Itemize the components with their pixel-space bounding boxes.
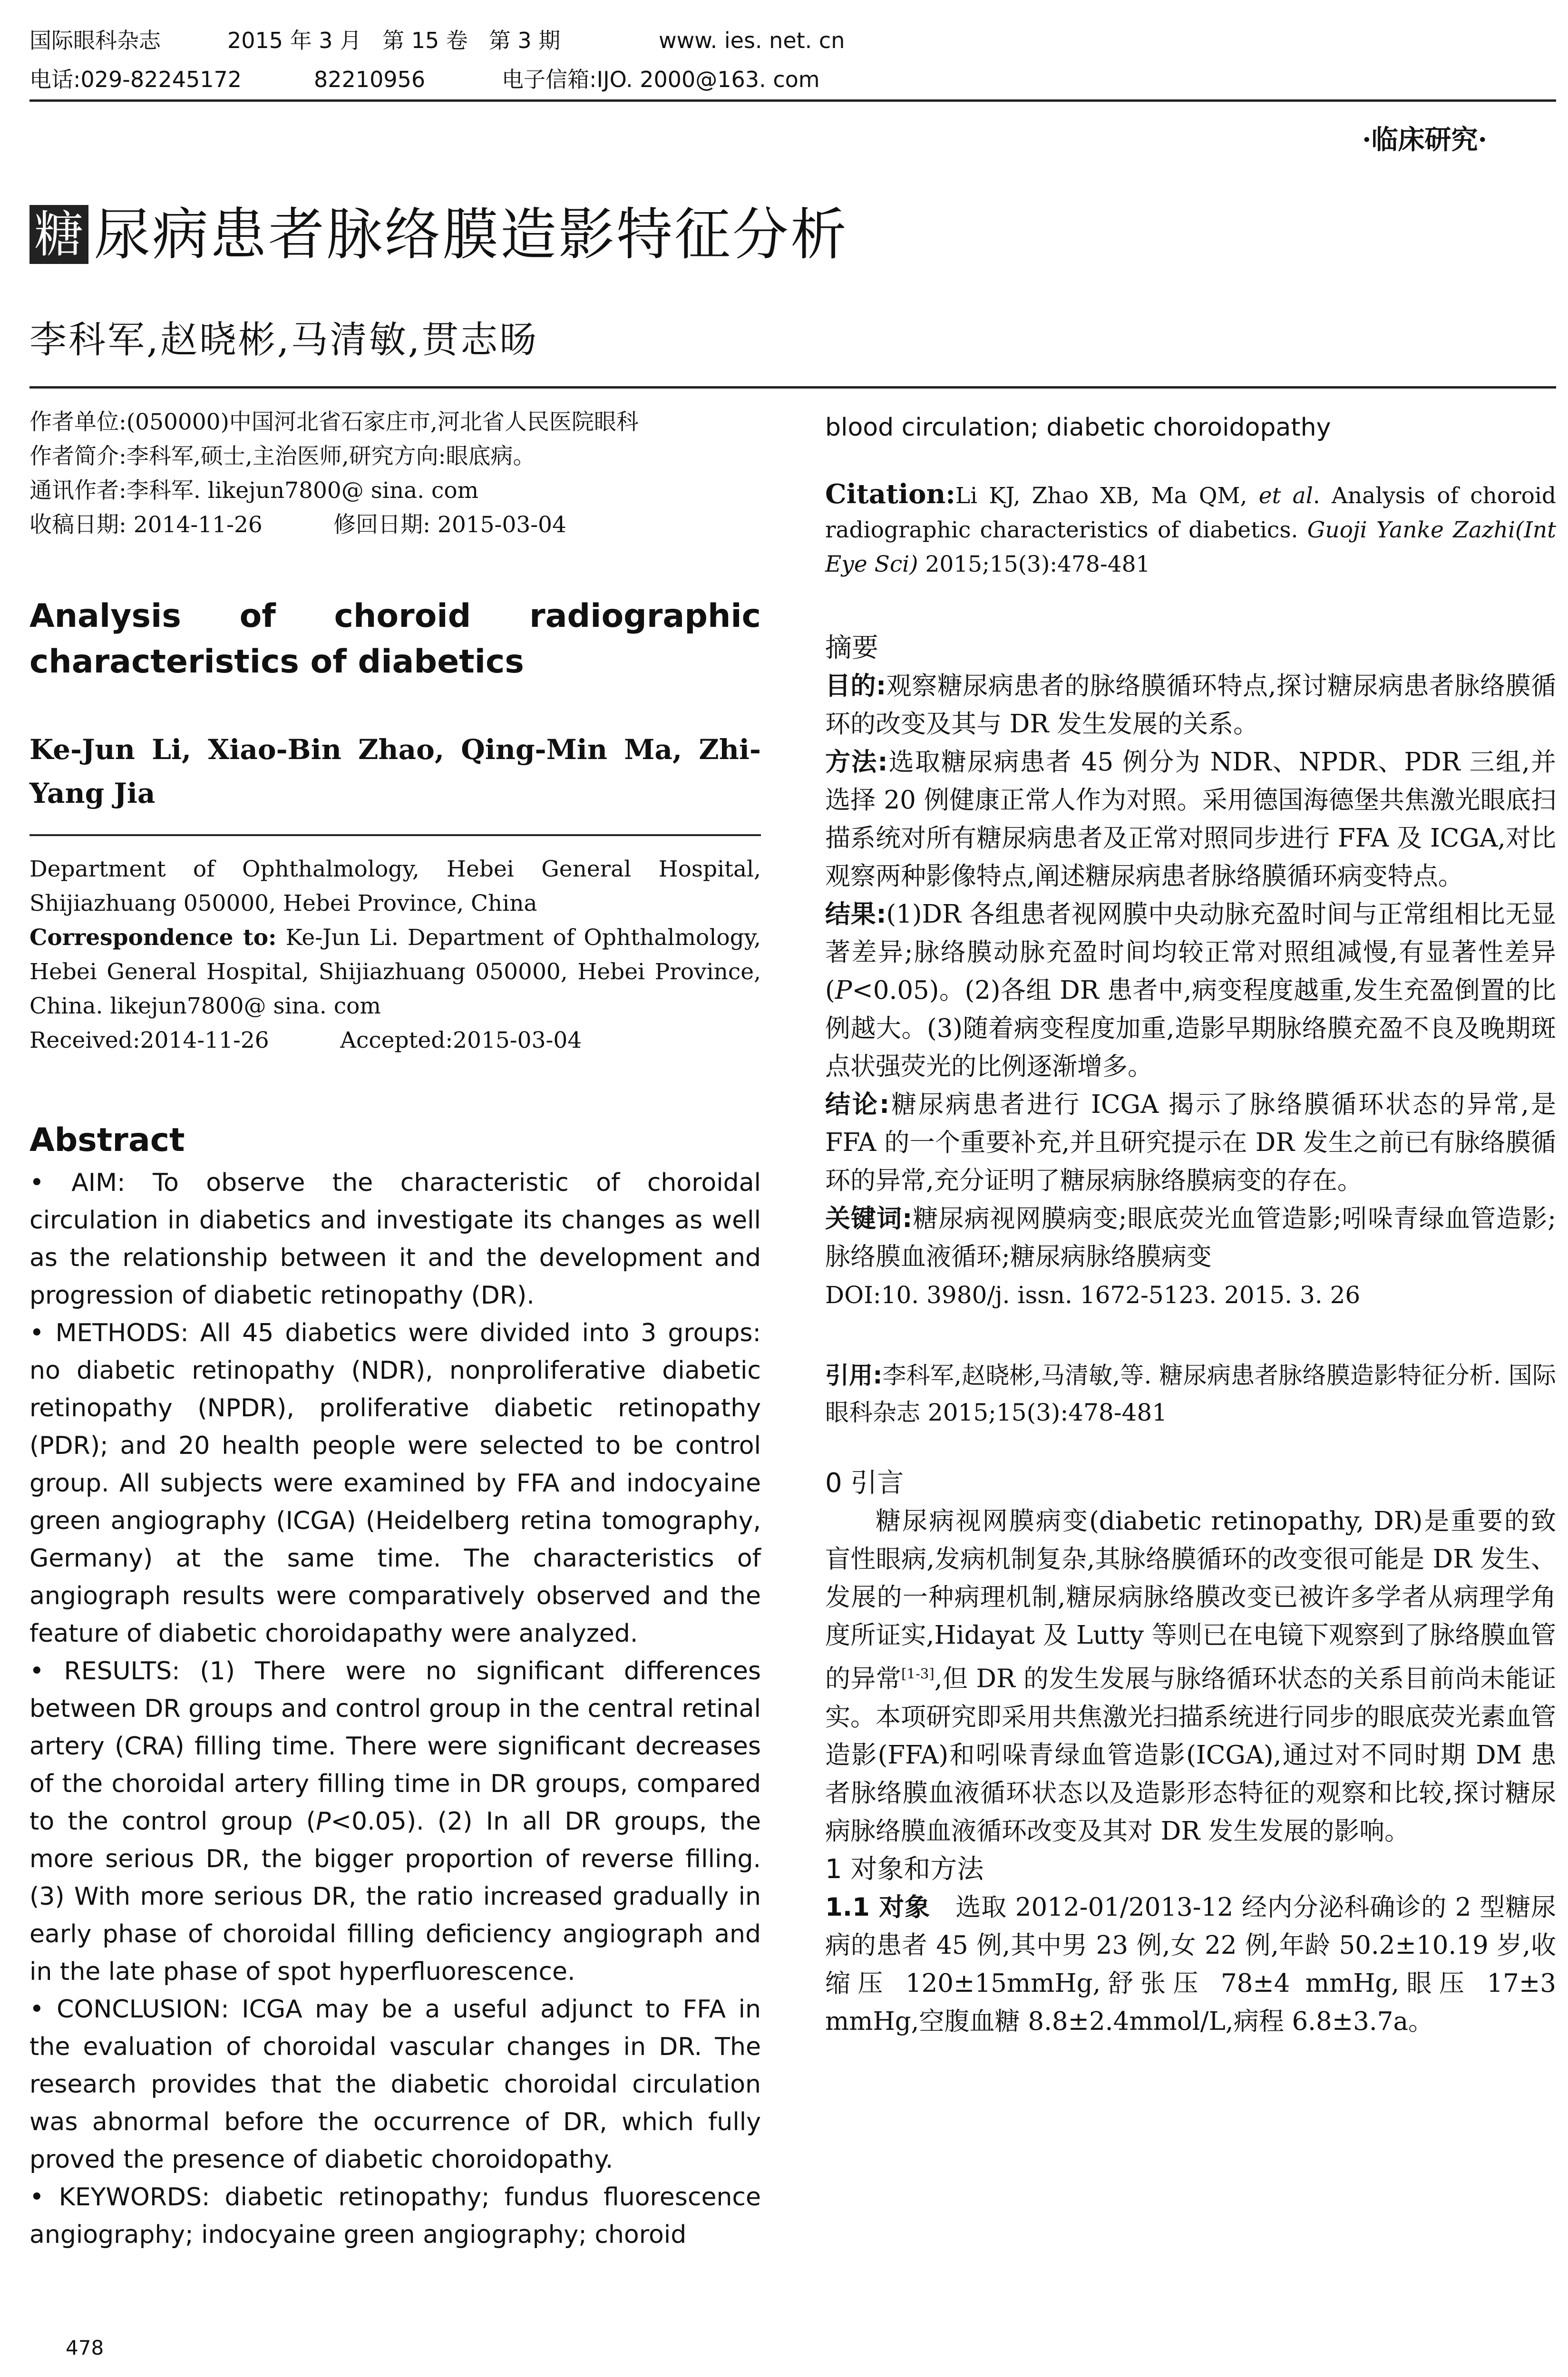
received-en: Received:2014-11-26 (29, 1027, 269, 1053)
corr-label: Correspondence to: (29, 925, 277, 951)
abstract-conclusion: • CONCLUSION: ICGA may be a useful adjunct to FFA in the evaluation of choroidal vascular changes in DR. The research provides that the diabetic choroidal circulation was abnormal before the occurrence of DR, which fully proved the presence of diabetic choroidopathy. (29, 1991, 761, 2179)
zh-methods: 选取糖尿病患者 45 例分为 NDR、NPDR、PDR 三组,并选择 20 例健康正常人作为对照。采用德国海德堡共焦激光眼底扫描系统对所有糖尿病患者及正常对照同步进行 FFA 及 ICGA,对比观察两种影像特点,阐述糖尿病患者脉络膜循环病变特点。 (825, 748, 1556, 891)
header-rule (29, 99, 1556, 102)
cite-label: 引用: (825, 1362, 883, 1389)
abstract-methods: • METHODS: All 45 diabetics were divided into 3 groups: no diabetic retinopathy (NDR), nonproliferative diabetic retinopathy (NPDR), proliferative diabetic retinopathy (PDR); and 20 health people were selected to be control group. All subjects were examined by FFA and indocyaine green angiography (ICGA) (Heidelberg retina tomography, Germany) at the same time. The characteristics of angiograph results were comparatively observed and the feature of diabetic choroidapathy were analyzed. (29, 1315, 761, 1653)
methods-heading: 1 对象和方法 (825, 1853, 984, 1885)
zh-keywords-label: 关键词: (825, 1204, 913, 1233)
zh-conclusion: 糖尿病患者进行 ICGA 揭示了脉络膜循环状态的异常,是 FFA 的一个重要补充,并且研究提示在 DR 发生之前已有脉络膜循环的异常,充分证明了糖尿病脉络膜病变的存在。 (825, 1090, 1556, 1195)
subjects-paragraph: 1.1 对象 选取 2012-01/2013-12 经内分泌科确诊的 2 型糖尿病的患者 45 例,其中男 23 例,女 22 例,年龄 50.2±10.19 岁,收缩压 120±15mmHg,舒张压 78±4 mmHg,眼压 17±3 mmHg,空腹血糖 8.8±2.4mmol/L,病程 6.8±3.7a。 (825, 1892, 1564, 2036)
header-journal: 国际眼科杂志 (29, 28, 161, 53)
revised-date: 修回日期: 2015-03-04 (333, 512, 566, 538)
zh-abstract-heading: 摘要 (825, 633, 878, 663)
zh-keywords: 糖尿病视网膜病变;眼底荧光血管造影;吲哚青绿血管造影;脉络膜血液循环;糖尿病脉络膜病变 (825, 1204, 1556, 1271)
citation-en: Citation:Li KJ, Zhao XB, Ma QM, et al. Analysis of choroid radiographic characteristics of diabetics. Guoji Yanke Zazhi(Int Eye Sci) 2015;15(3):478-481 (825, 478, 1556, 577)
abstract-results: • RESULTS: (1) There were no significant differences between DR groups and control group in the central retinal artery (CRA) filling time. There were significant decreases of the choroidal artery filling time in DR groups, compared to the control group (P<0.05). (2) In all DR groups, the more serious DR, the bigger proportion of reverse filling. (3) With more serious DR, the ratio increased gradually in early phase of choroidal filling deficiency angiograph and in the late phase of spot hyperfluorescence. (29, 1653, 761, 1991)
section-tag: ·临床研究· (1362, 124, 1487, 156)
affiliation: 作者单位:(050000)中国河北省石家庄市,河北省人民医院眼科 (29, 409, 639, 435)
authors-rule (29, 834, 761, 836)
header-website: www. ies. net. cn (659, 28, 845, 53)
doi: DOI:10. 3980/j. issn. 1672-5123. 2015. 3. 26 (825, 1281, 1361, 1309)
title-text: 尿病患者脉络膜造影特征分析 (94, 202, 849, 267)
right-column: blood circulation; diabetic choroidopathy Citation:Li KJ, Zhao XB, Ma QM, et al. Analysis of choroid radiographic characteristics of diabetics. Guoji Yanke Zazhi(Int Eye Sci) 2015;15(3):478-481 摘要 目的:观察糖尿病患者的脉络膜循环特点,探讨糖尿病患者脉络膜循环的改变及其与 DR 发生发展的关系。 方法:选取糖尿病患者 45 例分为 NDR、NPDR、PDR 三组,并选择 20 例健康正常人作为对照。采用德国海德堡共焦激光眼底扫描系统对所有糖尿病患者及正常对照同步进行 FFA 及 ICGA,对比观察两种影像特点,阐述糖尿病患者脉络膜循环病变特点。 结果:(1)DR 各组患者视网膜中央动脉充盈时间与正常组相比无显著差异;脉络膜动脉充盈时间均较正常对照组减慢,有显著性差异(P<0.05)。(2)各组 DR 患者中,病变程度越重,发生充盈倒置的比例越大。(3)随着病变程度加重,造影早期脉络膜充盈不良及晚期斑点状强荧光的比例逐渐增多。 结论:糖尿病患者进行 ICGA 揭示了脉络膜循环状态的异常,是 FFA 的一个重要补充,并且研究提示在 DR 发生之前已有脉络膜循环的异常,充分证明了糖尿病脉络膜病变的存在。 关键词:糖尿病视网膜病变;眼底荧光血管造影;吲哚青绿血管造影;脉络膜血液循环;糖尿病脉络膜病变 DOI:10. 3980/j. issn. 1672-5123. 2015. 3. 26 引用:李科军,赵晓彬,马清敏,等. 糖尿病患者脉络膜造影特征分析. 国际眼科杂志 2015;15(3):478-481 0 引言 糖尿病视网膜病变(diabetic retinopathy, DR)是重要的致盲性眼病,发病机制复杂,其脉络膜循环的改变很可能是 DR 发生、发展的一种病理机制,糖尿病脉络膜改变已被许多学者从病理学角度所证实,Hidayat 及 Lutty 等则已在电镜下观察到了脉络膜血管的异常[1-3],但 DR 的发生发展与脉络循环状态的关系目前尚未能证实。本项研究即采用共焦激光扫描系统进行同步的眼底荧光素血管造影(FFA)和吲哚青绿血管造影(ICGA),通过对不同时期 DM 患者脉络膜血液循环状态以及造影形态特征的观察和比较,探讨糖尿病脉络膜血液循环改变及其对 DR 发生发展的影响。 1 对象和方法 1.1 对象 选取 2012-01/2013-12 经内分泌科确诊的 2 型糖尿病的患者 45 例,其中男 23 例,女 22 例,年龄 50.2±10.19 岁,收缩压 120±15mmHg,舒张压 78±4 mmHg,眼压 17±3 mmHg,空腹血糖 8.8±2.4mmol/L,病程 6.8±3.7a。 (825, 409, 1556, 2041)
accepted-en: Accepted:2015-03-04 (340, 1027, 582, 1053)
title-rule (29, 386, 1556, 389)
header-phone: 电话:029-82245172 (29, 67, 242, 92)
page-number: 478 (66, 2336, 104, 2359)
received-date: 收稿日期: 2014-11-26 (29, 512, 263, 538)
title-initial: 糖 (29, 205, 88, 264)
english-title-word: Analysis (29, 597, 181, 635)
abstract-heading: Abstract (29, 1121, 185, 1159)
intro-paragraph: 糖尿病视网膜病变(diabetic retinopathy, DR)是重要的致盲性眼病,发病机制复杂,其脉络膜循环的改变很可能是 DR 发生、发展的一种病理机制,糖尿病脉络膜改变已被许多学者从病理学角度所证实,Hidayat 及 Lutty 等则已在电镜下观察到了脉络膜血管的异常[1-3],但 DR 的发生发展与脉络循环状态的关系目前尚未能证实。本项研究即采用共焦激光扫描系统进行同步的眼底荧光素血管造影(FFA)和吲哚青绿血管造影(ICGA),通过对不同时期 DM 患者脉络膜血液循环状态以及造影形态特征的观察和比较,探讨糖尿病脉络膜血液循环改变及其对 DR 发生发展的影响。 (825, 1507, 1556, 1846)
english-title-line2: characteristics of diabetics (29, 643, 524, 681)
intro-ref: [1-3] (901, 1666, 935, 1682)
zh-aim: 观察糖尿病患者的脉络膜循环特点,探讨糖尿病患者脉络膜循环的改变及其与 DR 发生发展的关系。 (825, 672, 1556, 739)
authors-cn: 李科军,赵晓彬,马清敏,贯志旸 (29, 319, 539, 361)
correspondence-cn: 通讯作者:李科军. likejun7800@ sina. com (29, 477, 479, 504)
abstract-aim: • AIM: To observe the characteristic of choroidal circulation in diabetics and investigate its changes as well as the relationship between it and the development and progression of diabetic retinopathy (DR). (29, 1164, 761, 1315)
header-email: 电子信箱:IJO. 2000@163. com (502, 67, 820, 92)
left-meta (29, 405, 761, 542)
corr-text: Ke-Jun Li. Department of Ophthalmology, Hebei General Hospital, Shijiazhuang 050000, Hebei Province, China. likejun7800@ sina. com (29, 925, 761, 1019)
author-bio: 作者简介:李科军,硕士,主治医师,研究方向:眼底病。 (29, 443, 536, 469)
keywords-cont: blood circulation; diabetic choroidopathy (825, 413, 1331, 442)
english-title-word: choroid (334, 597, 471, 635)
zh-methods-label: 方法: (825, 748, 888, 777)
zh-aim-label: 目的: (825, 672, 886, 701)
page-title (29, 199, 848, 270)
english-authors: Ke-Jun Li, Xiao-Bin Zhao, Qing-Min Ma, Zhi-Yang Jia (29, 733, 761, 809)
header-issue: 2015 年 3 月 第 15 卷 第 3 期 (227, 28, 561, 53)
department: Department of Ophthalmology, Hebei General Hospital, Shijiazhuang 050000, Hebei Province, China (29, 856, 761, 916)
english-title (29, 594, 761, 685)
header-phone2: 82210956 (314, 67, 426, 92)
zh-conclusion-label: 结论: (825, 1090, 890, 1119)
intro-heading: 0 引言 (825, 1468, 904, 1499)
cite-text: 李科军,赵晓彬,马清敏,等. 糖尿病患者脉络膜造影特征分析. 国际眼科杂志 2015;15(3):478-481 (825, 1362, 1556, 1426)
abstract-en (29, 1117, 761, 2254)
english-meta (29, 852, 761, 1058)
english-title-word: of (239, 597, 276, 635)
abstract-keywords: • KEYWORDS: diabetic retinopathy; fundus fluorescence angiography; indocyaine green angiography; choroid (29, 2179, 761, 2254)
english-title-word: radiographic (529, 597, 761, 635)
zh-results-label: 结果: (825, 900, 886, 929)
